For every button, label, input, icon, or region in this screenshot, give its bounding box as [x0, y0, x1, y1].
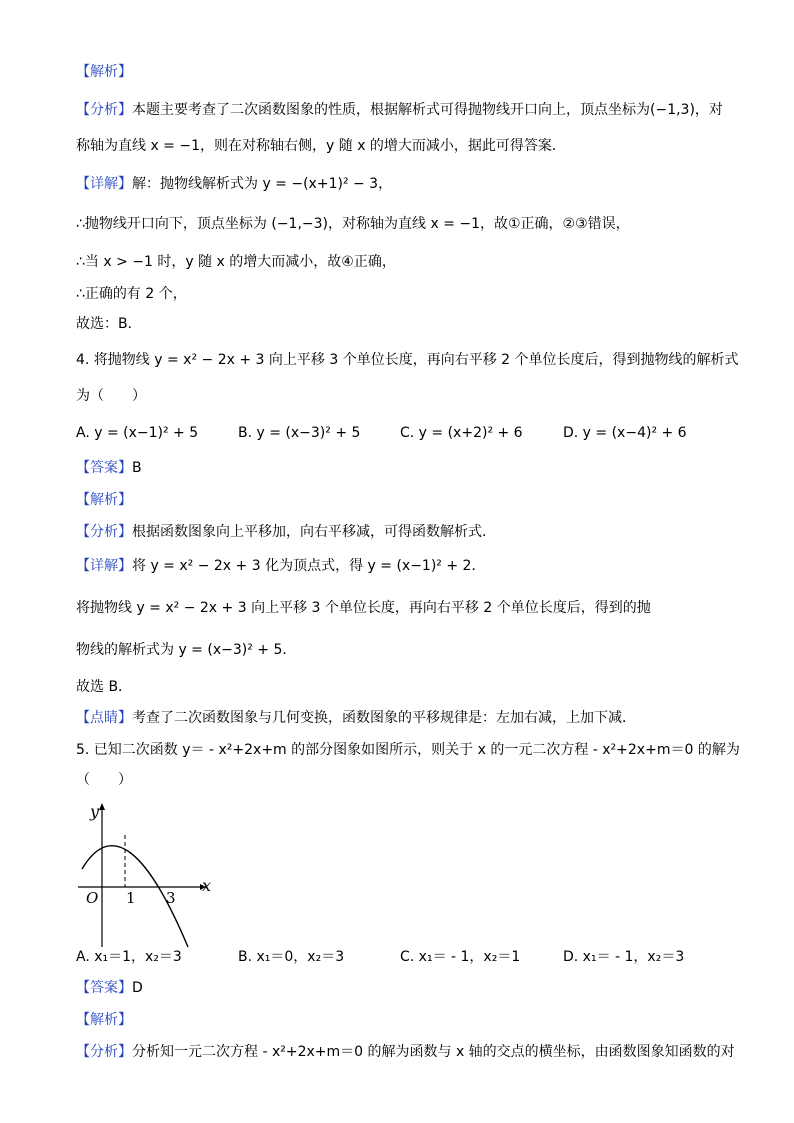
fenxi-tag: 【分析】 — [76, 102, 132, 118]
q5-answer — [76, 978, 143, 998]
jiexi-heading: 【解析】 — [76, 1012, 132, 1028]
xiangjie-text: 解：抛物线解析式为 y = −(x+1)² − 3， — [132, 176, 393, 192]
q4-dianjing — [76, 708, 636, 728]
xiangjie-tag: 【详解】 — [76, 176, 132, 192]
choose-line: 故选：B． — [76, 316, 142, 332]
q5-option-b: B. x₁＝0，x₂＝3 — [238, 949, 345, 965]
q5-fenxi — [76, 1042, 735, 1062]
q4-stem-line2: 为（ ） — [76, 388, 146, 404]
tick-label-3: 3 — [166, 889, 176, 907]
q5-option-a: A. x₁＝1，x₂＝3 — [76, 949, 182, 965]
answer-tag: 【答案】 — [76, 460, 132, 476]
q4-answer — [76, 458, 142, 478]
solution-line: ∴抛物线开口向下，顶点坐标为 (−1,−3)，对称轴为直线 x = −1，故①正确，②③错误， — [76, 216, 630, 232]
y-axis-label: y — [90, 802, 100, 821]
answer-tag: 【答案】 — [76, 980, 132, 996]
jiexi-heading: 【解析】 — [76, 492, 132, 508]
origin-label: O — [86, 889, 99, 907]
q4-solution-line: 将抛物线 y = x² − 2x + 3 向上平移 3 个单位长度，再向右平移 2 个单位长度后，得到的抛 — [76, 600, 651, 616]
parabola-graph — [70, 795, 220, 950]
fenxi-tag: 【分析】 — [76, 524, 132, 540]
y-axis-arrow — [99, 803, 105, 810]
q4-option-b: B. y = (x−3)² + 5 — [238, 425, 361, 441]
fenxi-text: 分析知一元二次方程 - x²+2x+m＝0 的解为函数与 x 轴的交点的横坐标，由函数图象知函数的对 — [132, 1044, 735, 1060]
q4-option-d: D. y = (x−4)² + 6 — [563, 425, 687, 441]
xiangjie-text: 将 y = x² − 2x + 3 化为顶点式，得 y = (x−1)² + 2． — [132, 558, 486, 574]
x-axis-label: x — [202, 876, 212, 895]
tick-label-1: 1 — [126, 889, 136, 907]
q4-choose: 故选 B． — [76, 679, 133, 695]
fenxi-tag: 【分析】 — [76, 1044, 132, 1060]
fenxi-paragraph — [76, 100, 723, 120]
fenxi-text: 本题主要考查了二次函数图象的性质，根据解析式可得抛物线开口向上，顶点坐标为(−1,3)，对 — [132, 102, 723, 118]
solution-line: ∴当 x > −1 时，y 随 x 的增大而减小，故④正确， — [76, 254, 396, 270]
answer-value: B — [132, 460, 142, 476]
q5-option-d: D. x₁＝ - 1，x₂＝3 — [563, 949, 685, 965]
answer-value: D — [132, 980, 143, 996]
fenxi-text-line2: 称轴为直线 x = −1，则在对称轴右侧，y 随 x 的增大而减小，据此可得答案． — [76, 138, 566, 154]
q4-solution-line: 物线的解析式为 y = (x−3)² + 5． — [76, 642, 297, 658]
dianjing-text: 考查了二次函数图象与几何变换，函数图象的平移规律是：左加右减，上加下减． — [132, 710, 636, 726]
q4-stem: 4. 将抛物线 y = x² − 2x + 3 向上平移 3 个单位长度，再向右平移 2 个单位长度后，得到抛物线的解析式 — [76, 352, 739, 368]
xiangjie-tag: 【详解】 — [76, 558, 132, 574]
fenxi-text: 根据函数图象向上平移加，向右平移减，可得函数解析式． — [132, 524, 496, 540]
q4-fenxi — [76, 522, 496, 542]
xiangjie-paragraph — [76, 174, 392, 194]
q4-option-c: C. y = (x+2)² + 6 — [400, 425, 523, 441]
q5-option-c: C. x₁＝ - 1，x₂＝1 — [400, 949, 521, 965]
solution-line: ∴正确的有 2 个， — [76, 286, 187, 302]
q5-stem-line2: （ ） — [76, 772, 132, 788]
dianjing-tag: 【点睛】 — [76, 710, 132, 726]
q4-option-a: A. y = (x−1)² + 5 — [76, 425, 199, 441]
jiexi-heading: 【解析】 — [76, 64, 132, 80]
q5-stem: 5. 已知二次函数 y＝ - x²+2x+m 的部分图象如图所示，则关于 x 的一元二次方程 - x²+2x+m＝0 的解为 — [76, 742, 740, 758]
q4-xiangjie — [76, 556, 485, 576]
